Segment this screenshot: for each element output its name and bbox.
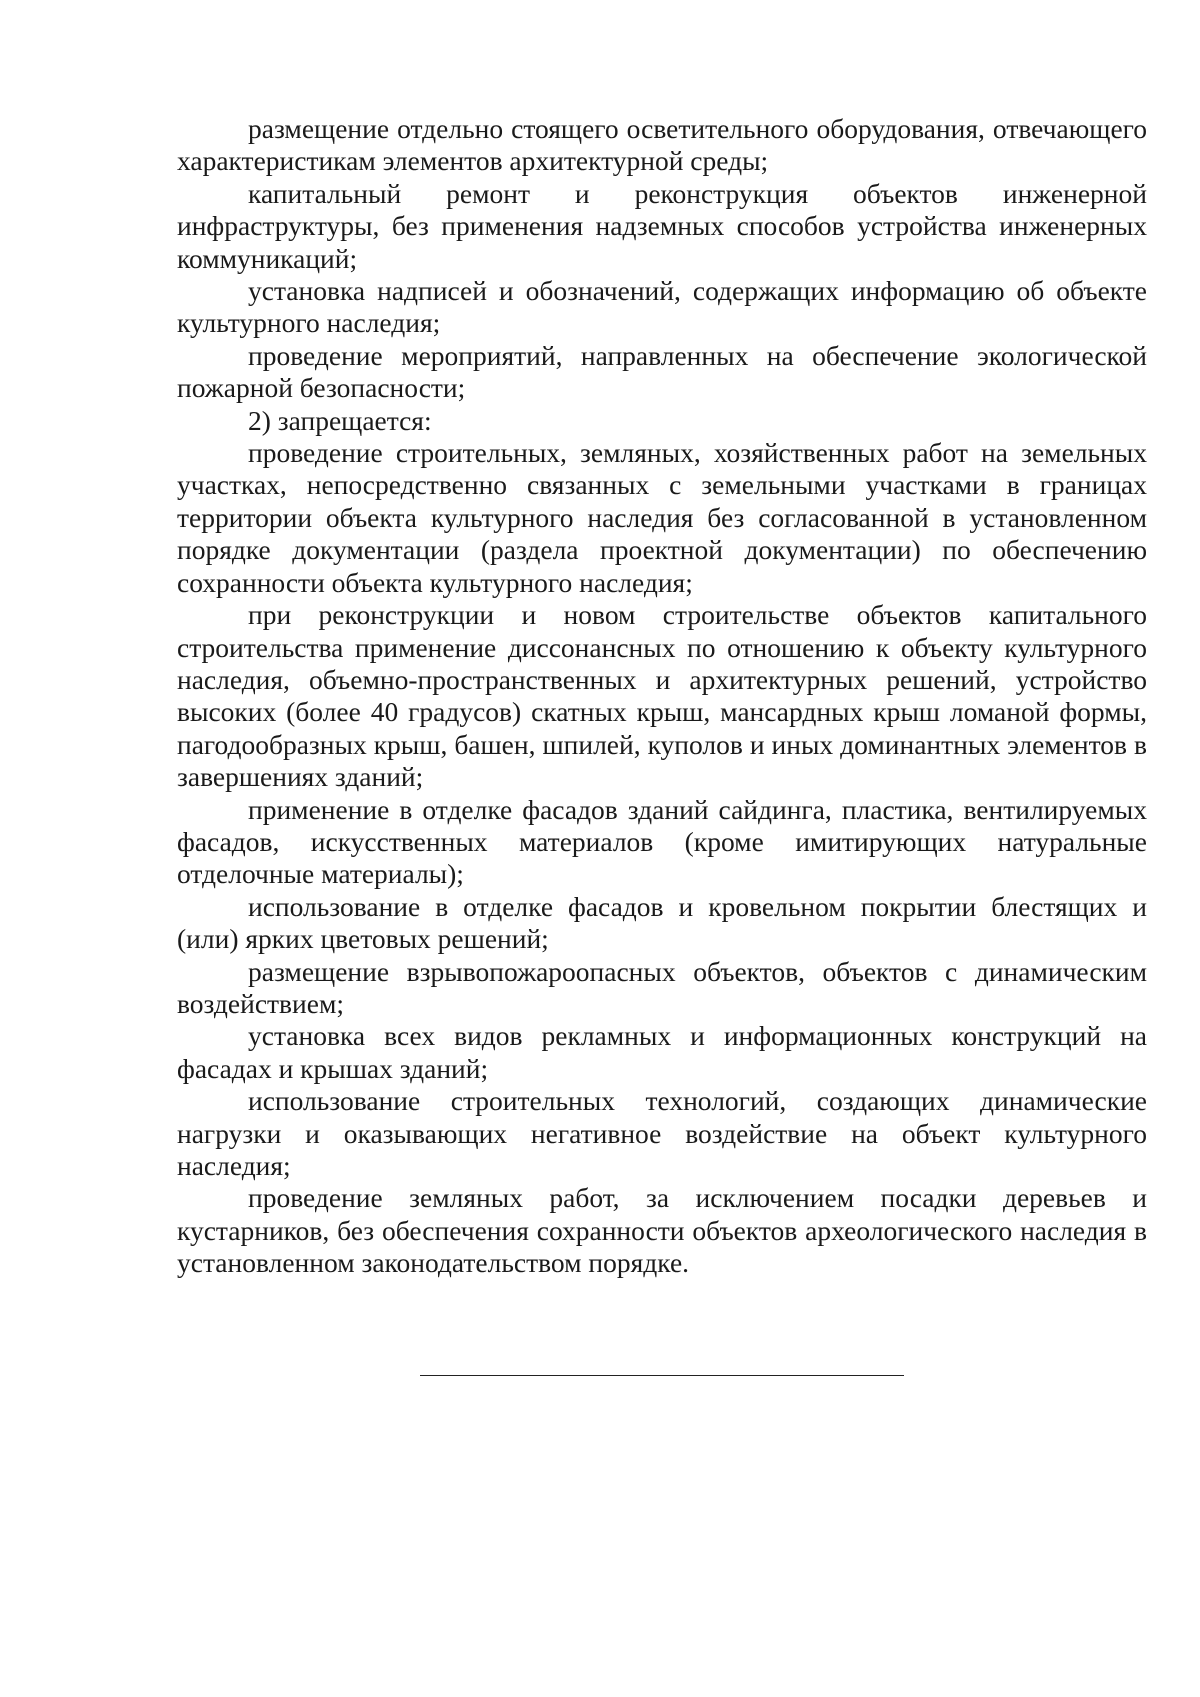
paragraph-dynamic-loads: использование строительных технологий, создающих динамические нагрузки и оказывающих негативное воздействие на объект культурного наследия; — [177, 1085, 1147, 1181]
paragraph-prohibited-heading: 2) запрещается: — [248, 404, 432, 436]
paragraph-earthworks: проведение земляных работ, за исключением посадки деревьев и кустарников, без обеспечения сохранности объектов археологического наследия в установленном законодательством порядке. — [177, 1182, 1147, 1279]
document-body — [177, 113, 1147, 1280]
paragraph-bright-colors: использование в отделке фасадов и кровельном покрытии блестящих и (или) ярких цветовых решений; — [177, 890, 1147, 955]
paragraph-advertising: установка всех видов рекламных и информационных конструкций на фасадах и крышах зданий; — [177, 1020, 1147, 1084]
paragraph-facade-materials: применение в отделке фасадов зданий сайдинга, пластика, вентилируемых фасадов, искусственных материалов (кроме имитирующих натуральные отделочные материалы); — [177, 793, 1147, 890]
paragraph-explosive-objects: размещение взрывопожароопасных объектов, объектов с динамическим воздействием; — [177, 955, 1147, 1019]
paragraph-construction-works: проведение строительных, земляных, хозяйственных работ на земельных участках, непосредственно связанных с земельными участками в границах территории объекта культурного наследия без согласованной в установленном порядке документации (раздела проектной документации) по обеспечению сохранности объекта культурного наследия; — [177, 437, 1147, 598]
paragraph-heritage-signs: установка надписей и обозначений, содержащих информацию об объекте культурного наследия; — [177, 275, 1147, 339]
paragraph-fire-safety: проведение мероприятий, направленных на обеспечение экологической пожарной безопасности; — [177, 339, 1147, 404]
closing-divider-line — [420, 1375, 904, 1376]
paragraph-engineering-repair: капитальный ремонт и реконструкция объектов инженерной инфраструктуры, без применения надземных способов устройства инженерных коммуникаций; — [177, 177, 1147, 274]
paragraph-dissonant-solutions: при реконструкции и новом строительстве объектов капитального строительства применение диссонансных по отношению к объекту культурного наследия, объемно-пространственных и архитектурных решений, устройство высоких (более 40 градусов) скатных крыш, мансардных крыш ломаной формы, пагодообразных крыш, башен, шпилей, куполов и иных доминантных элементов в завершениях зданий; — [177, 599, 1147, 793]
paragraph-lighting-equipment: размещение отдельно стоящего осветительного оборудования, отвечающего характеристикам элементов архитектурной среды; — [177, 113, 1147, 177]
